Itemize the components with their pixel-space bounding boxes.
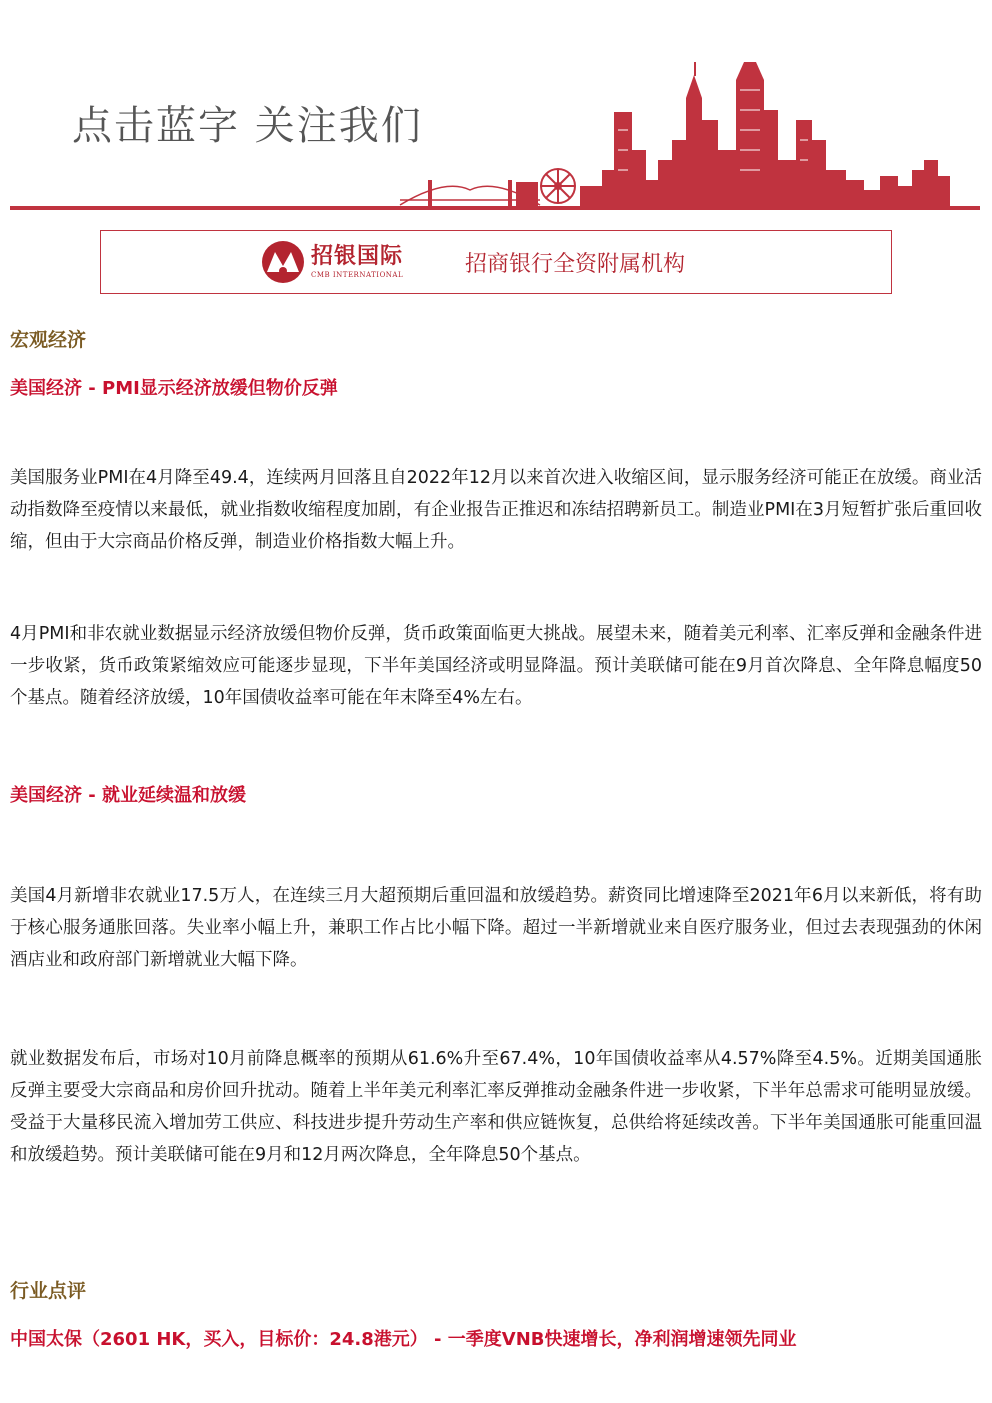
logo-english-name: CMB INTERNATIONAL xyxy=(311,271,404,279)
header-title: 点击蓝字 关注我们 xyxy=(72,103,423,149)
article-paragraph: 美国4月新增非农就业17.5万人，在连续三月大超预期后重回温和放缓趋势。薪资同比增速降至2021年6月以来新低，将有助于核心服务通胀回落。失业率小幅上升，兼职工作占比小幅下降。超过一半新增就业来自医疗服务业，但过去表现强劲的休闲酒店业和政府部门新增就业大幅下降。 xyxy=(10,886,982,970)
banner-slogan: 招商银行全资附属机构 xyxy=(465,252,686,277)
article-title[interactable]: 美国经济 - PMI显示经济放缓但物价反弹 xyxy=(10,378,338,399)
section-title-macro: 宏观经济 xyxy=(10,329,87,351)
article-title[interactable]: 中国太保（2601 HK，买入，目标价：24.8港元） - 一季度VNB快速增长，净利润增速领先同业 xyxy=(10,1329,797,1350)
article-paragraph: 4月PMI和非农就业数据显示经济放缓但物价反弹，货币政策面临更大挑战。展望未来，随着美元利率、汇率反弹和金融条件进一步收紧，货币政策紧缩效应可能逐步显现，下半年美国经济或明显降温。预计美联储可能在9月首次降息、全年降息幅度50个基点。随着经济放缓，10年国债收益率可能在年末降至4%左右。 xyxy=(10,624,982,708)
header-banner xyxy=(0,0,992,215)
logo-chinese-name: 招银国际 xyxy=(311,243,404,269)
cmb-banner xyxy=(100,230,892,294)
section-title-industry: 行业点评 xyxy=(10,1280,87,1302)
cmb-logo-icon xyxy=(261,240,305,284)
article-paragraph: 就业数据发布后，市场对10月前降息概率的预期从61.6%升至67.4%，10年国债收益率从4.57%降至4.5%。近期美国通胀反弹主要受大宗商品和房价回升扰动。随着上半年美元利率汇率反弹推动金融条件进一步收紧，下半年总需求可能明显放缓。受益于大量移民流入增加劳工供应、科技进步提升劳动生产率和供应链恢复，总供给将延续改善。下半年美国通胀可能重回温和放缓趋势。预计美联储可能在9月和12月两次降息，全年降息50个基点。 xyxy=(10,1049,982,1165)
article-title[interactable]: 美国经济 - 就业延续温和放缓 xyxy=(10,785,247,806)
article-paragraph: 美国服务业PMI在4月降至49.4，连续两月回落且自2022年12月以来首次进入收缩区间，显示服务经济可能正在放缓。商业活动指数降至疫情以来最低，就业指数收缩程度加剧，有企业报告正推迟和冻结招聘新员工。制造业PMI在3月短暂扩张后重回收缩，但由于大宗商品价格反弹，制造业价格指数大幅上升。 xyxy=(10,468,982,552)
